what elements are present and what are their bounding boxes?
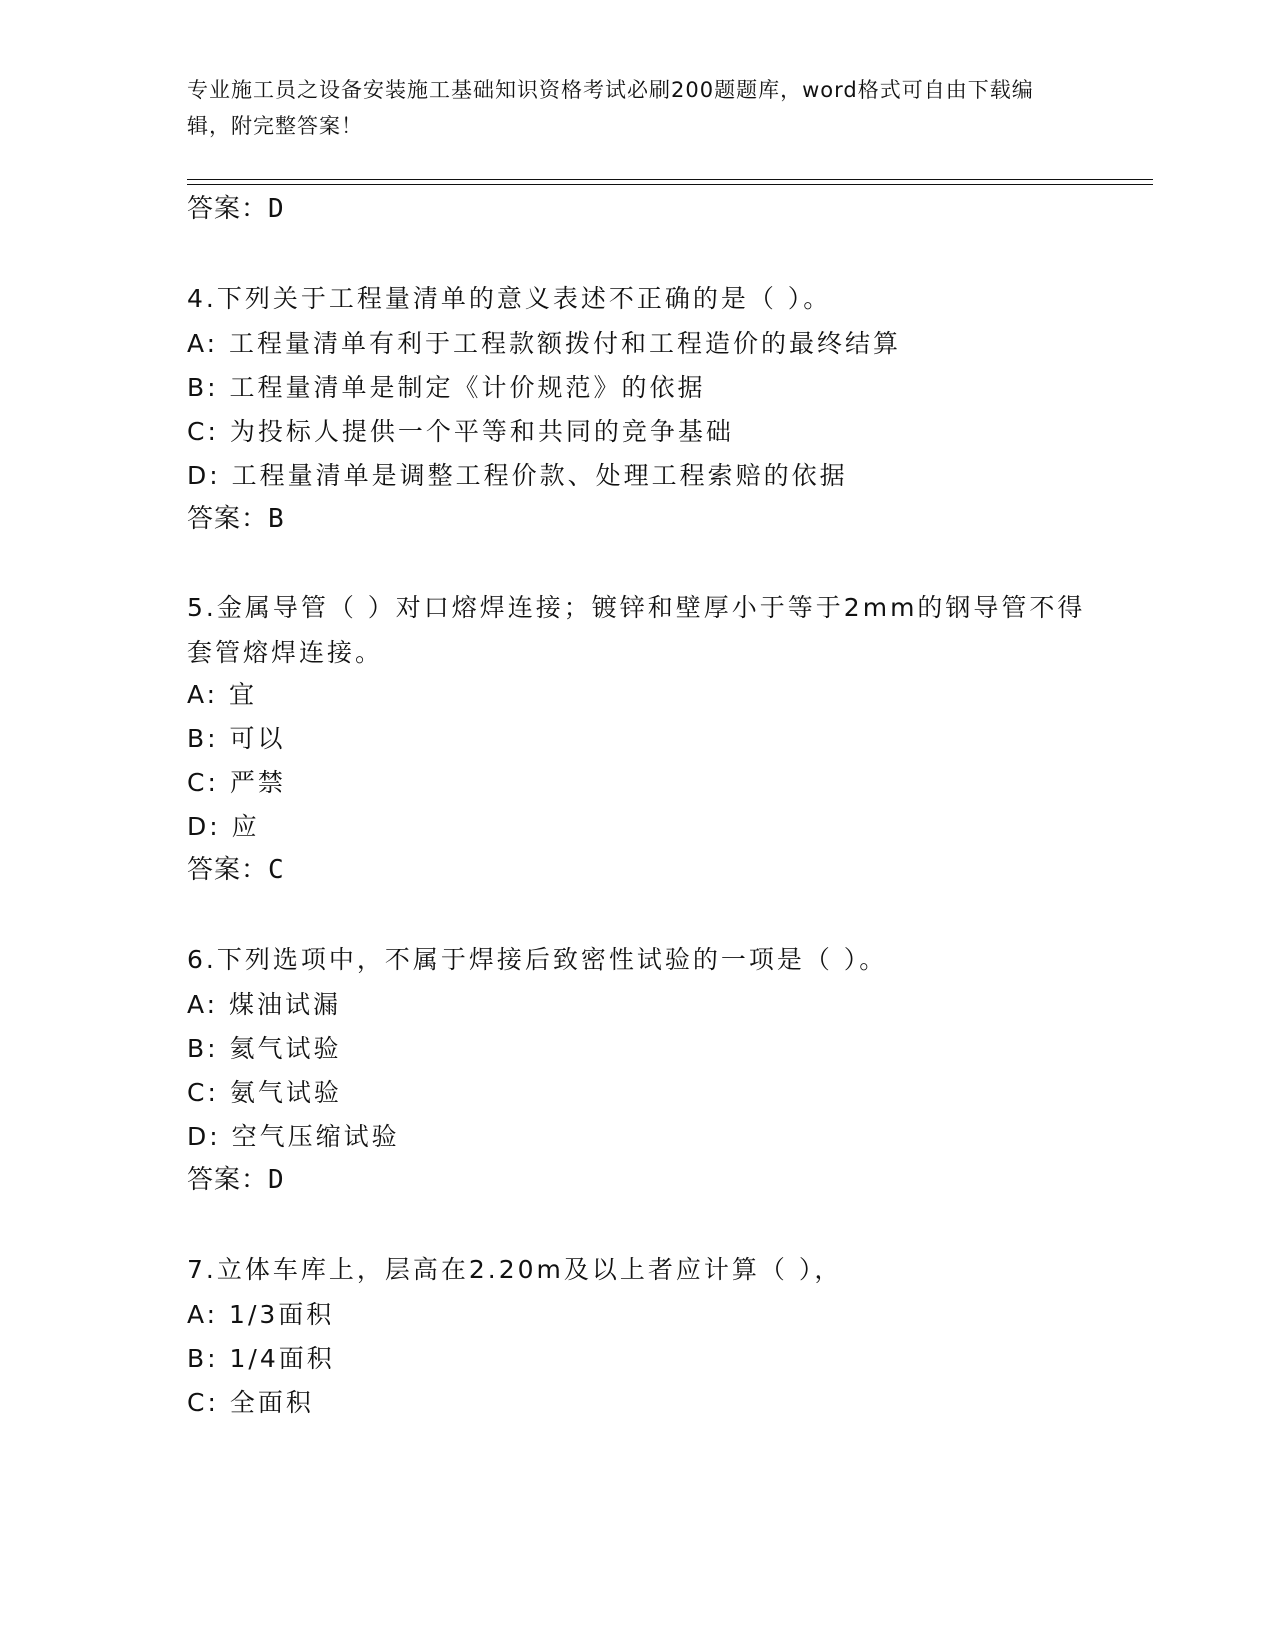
option-5a	[187, 680, 257, 710]
option-text: 工程量清单是制定《计价规范》的依据	[229, 373, 706, 402]
option-text: 氨气试验	[229, 1078, 342, 1107]
option-text: 应	[231, 812, 260, 841]
option-key: B:	[187, 724, 219, 753]
option-key: D:	[187, 812, 221, 841]
option-6d	[187, 1122, 400, 1152]
answer-label: 答案：	[187, 1165, 269, 1195]
answer-line	[187, 504, 285, 534]
option-4d	[187, 461, 848, 491]
question-7	[187, 1255, 842, 1285]
document-header: 专业施工员之设备安装施工基础知识资格考试必刷200题题库，word格式可自由下载编辑，附完整答案！	[187, 78, 1034, 138]
option-6c	[187, 1078, 342, 1108]
option-5c	[187, 768, 286, 798]
option-4b	[187, 373, 706, 403]
option-text: 煤油试漏	[229, 990, 342, 1019]
answer-value: B	[268, 504, 285, 534]
question-text: 下列关于工程量清单的意义表述不正确的是（ ）。	[216, 284, 832, 313]
question-6	[187, 945, 887, 975]
option-key: A:	[187, 990, 219, 1019]
option-key: A:	[187, 329, 219, 358]
option-6b	[187, 1034, 342, 1064]
option-key: C:	[187, 417, 219, 446]
question-number: 5.	[187, 593, 217, 622]
option-key: D:	[187, 461, 221, 490]
option-key: B:	[187, 1344, 219, 1373]
option-text: 空气压缩试验	[231, 1122, 400, 1151]
option-7b	[187, 1344, 335, 1374]
option-text: 可以	[229, 724, 286, 753]
option-text: 工程量清单是调整工程价款、处理工程索赔的依据	[231, 461, 848, 490]
option-text: 1/4面积	[229, 1344, 335, 1373]
option-text: 宜	[229, 680, 258, 709]
option-5b	[187, 724, 286, 754]
answer-label: 答案：	[187, 504, 269, 534]
option-key: D:	[187, 1122, 221, 1151]
option-5d	[187, 812, 260, 842]
option-7c	[187, 1388, 314, 1418]
option-text: 严禁	[229, 768, 286, 797]
option-text: 全面积	[229, 1388, 314, 1417]
answer-line	[187, 1165, 285, 1195]
answer-value: C	[268, 855, 285, 885]
answer-label: 答案：	[187, 855, 269, 885]
option-4c	[187, 417, 734, 447]
option-4a	[187, 329, 901, 359]
option-text: 1/3面积	[229, 1300, 335, 1329]
question-text: 金属导管（ ）对口熔焊连接；镀锌和壁厚小于等于2mm的钢导管不得套管熔焊连接。	[187, 593, 1086, 667]
option-key: C:	[187, 1078, 219, 1107]
question-text: 下列选项中，不属于焊接后致密性试验的一项是（ ）。	[216, 945, 888, 974]
option-key: B:	[187, 373, 219, 402]
question-text: 立体车库上，层高在2.20m及以上者应计算（ ），	[216, 1255, 843, 1284]
option-7a	[187, 1300, 334, 1330]
answer-value: D	[268, 1165, 285, 1195]
option-text: 工程量清单有利于工程款额拨付和工程造价的最终结算	[229, 329, 902, 358]
option-key: C:	[187, 768, 219, 797]
option-text: 为投标人提供一个平等和共同的竞争基础	[229, 417, 734, 446]
answer-label: 答案：	[187, 194, 269, 224]
option-key: A:	[187, 1300, 219, 1329]
option-key: A:	[187, 680, 219, 709]
option-text: 氦气试验	[229, 1034, 342, 1063]
header-divider-bottom	[187, 184, 1153, 185]
question-4	[187, 284, 831, 314]
answer-line	[187, 855, 285, 885]
question-5	[187, 585, 1087, 675]
question-number: 7.	[187, 1255, 217, 1284]
question-number: 4.	[187, 284, 217, 313]
header-divider-top	[187, 179, 1153, 180]
option-key: B:	[187, 1034, 219, 1063]
answer-line	[187, 194, 285, 224]
answer-value: D	[268, 194, 285, 224]
option-key: C:	[187, 1388, 219, 1417]
question-number: 6.	[187, 945, 217, 974]
option-6a	[187, 990, 341, 1020]
